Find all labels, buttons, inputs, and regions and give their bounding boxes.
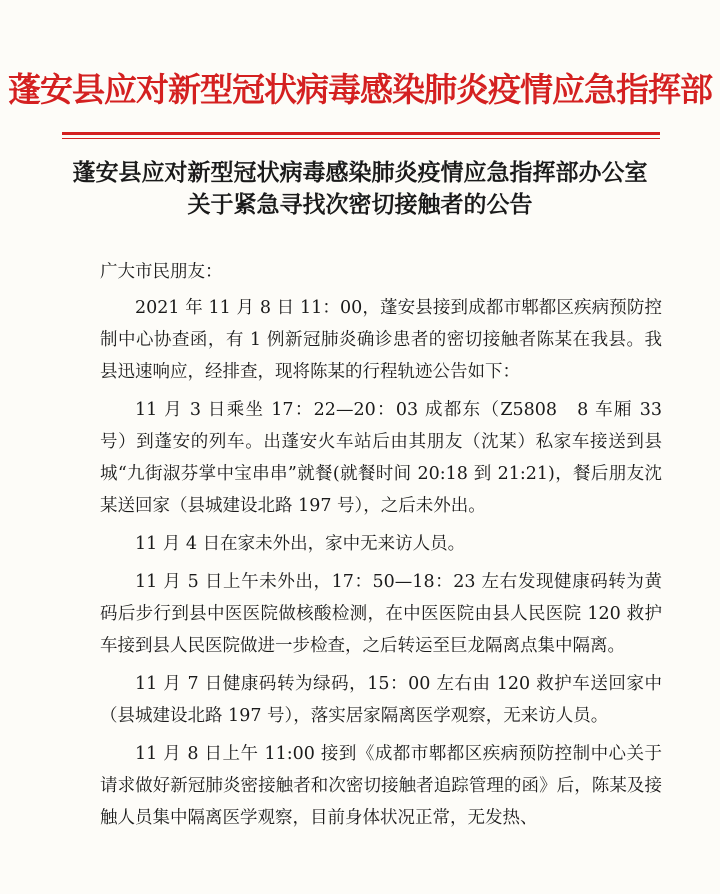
header-rule-thick xyxy=(62,132,660,135)
body-paragraph: 11 月 4 日在家未外出，家中无来访人员。 xyxy=(135,534,466,554)
body-paragraph: 2021 年 11 月 8 日 11：00，蓬安县接到成都市郫都区疾病预防控制中心协查函，有 1 例新冠肺炎确诊患者的密切接触者陈某在我县。我县迅速响应，经排查，现将陈某的行程轨迹公告如下： xyxy=(100,298,662,382)
document-body xyxy=(100,292,662,840)
body-paragraph: 11 月 7 日健康码转为绿码，15：00 左右由 120 救护车送回家中（县城建设北路 197 号），落实居家隔离医学观察，无来访人员。 xyxy=(100,674,662,726)
body-paragraph: 11 月 5 日上午未外出，17：50—18：23 左右发现健康码转为黄码后步行到县中医医院做核酸检测，在中医医院由县人民医院 120 救护车接到县人民医院做进一步检查，之后转运至巨龙隔离点集中隔离。 xyxy=(100,572,662,656)
document-title-line2: 关于紧急寻找次密切接触者的公告 xyxy=(187,191,533,218)
issuing-authority-header: 蓬安县应对新型冠状病毒感染肺炎疫情应急指挥部 xyxy=(8,70,712,109)
body-paragraph: 11 月 3 日乘坐 17：22—20：03 成都东（Z5808 8 车厢 33 号）到蓬安的列车。出蓬安火车站后由其朋友（沈某）私家车接送到县城“九街淑芬掌中宝串串”就餐(就餐时间 20:18 到 21:21)，餐后朋友沈某送回家（县城建设北路 197 号），之后未外出。 xyxy=(100,400,662,516)
document-title-line1: 蓬安县应对新型冠状病毒感染肺炎疫情应急指挥部办公室 xyxy=(72,159,648,186)
body-paragraph: 11 月 8 日上午 11:00 接到《成都市郫都区疾病预防控制中心关于请求做好新冠肺炎密接触者和次密切接触者追踪管理的函》后，陈某及接触人员集中隔离医学观察，目前身体状况正常，无发热、 xyxy=(100,744,662,828)
header-rule-thin xyxy=(62,138,660,139)
salutation: 广大市民朋友： xyxy=(100,262,223,282)
